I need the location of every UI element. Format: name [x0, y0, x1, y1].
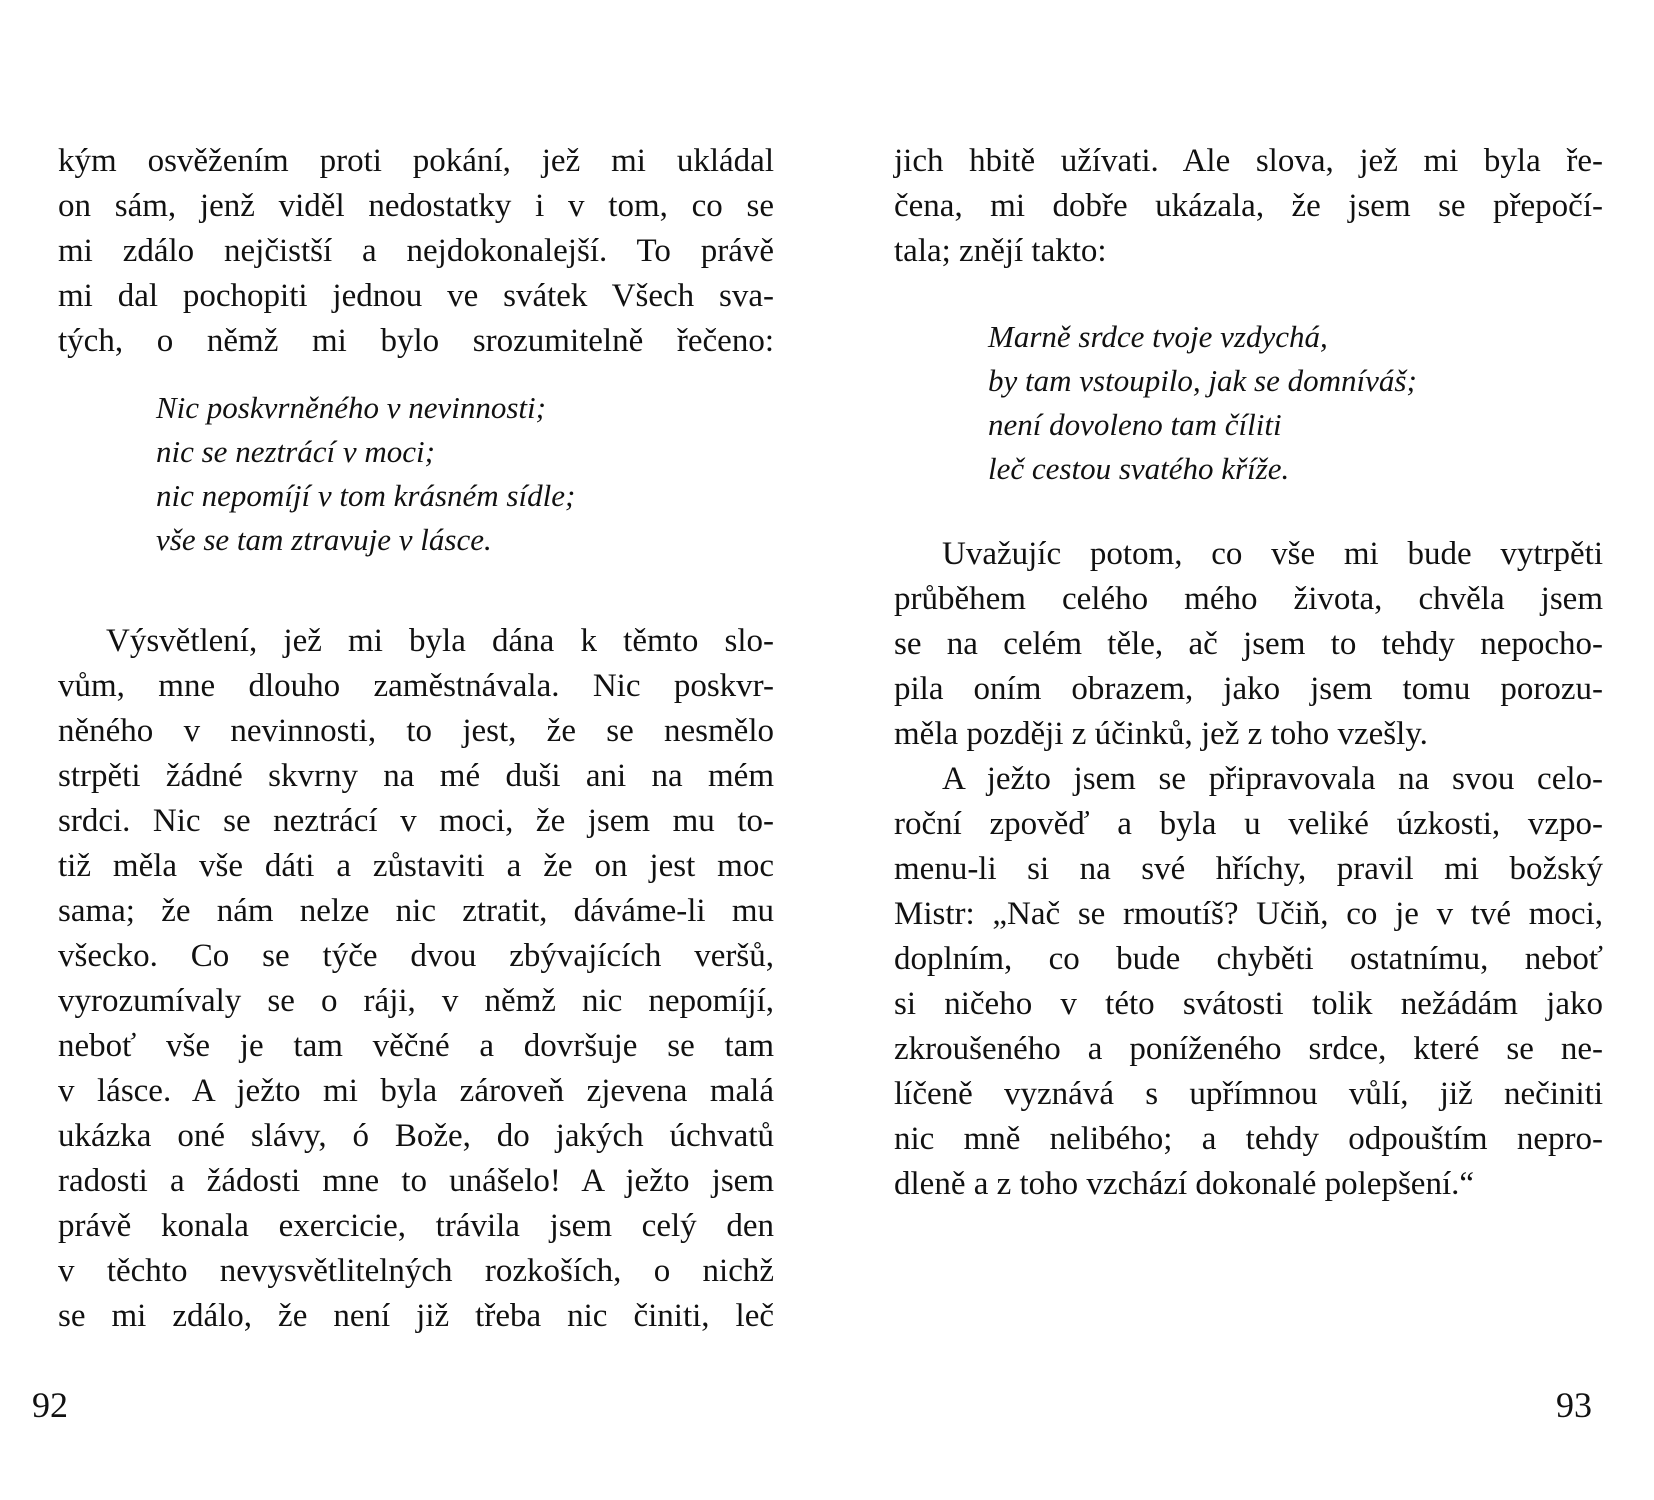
text-line: ukázka oné slávy, ó Bože, do jakých úchvatů	[58, 1118, 774, 1154]
right-verse	[988, 315, 1588, 491]
right-page	[827, 0, 1654, 1500]
text-line: čena, mi dobře ukázala, že jsem se přepočí-	[894, 188, 1603, 224]
text-line: neboť vše je tam věčné a dovršuje se tam	[58, 1028, 774, 1064]
text-line: v lásce. A ježto mi byla zároveň zjevena malá	[58, 1073, 774, 1109]
text-line: v těchto nevysvětlitelných rozkoších, o nichž	[58, 1253, 774, 1289]
verse-line: vše se tam ztravuje v lásce.	[156, 522, 492, 557]
text-line: nic mně nelibého; a tehdy odpouštím nepro-	[894, 1121, 1603, 1157]
text-line: tých, o němž mi bylo srozumitelně řečeno:	[58, 323, 774, 359]
verse-line: není dovoleno tam číliti	[988, 407, 1282, 442]
text-line: A ježto jsem se připravovala na svou celo-	[942, 761, 1603, 797]
right-paragraph-2	[894, 757, 1603, 1207]
page-number-left: 92	[32, 1385, 68, 1425]
text-line: tiž měla vše dáti a zůstaviti a že on jest moc	[58, 848, 774, 884]
text-line: si ničeho v této svátosti tolik nežádám jako	[894, 986, 1603, 1022]
text-line: se mi zdálo, že není již třeba nic činiti, leč	[58, 1298, 774, 1334]
text-line: vyrozumívaly se o ráji, v němž nic nepomíjí,	[58, 983, 774, 1019]
text-line: roční zpověď a byla u veliké úzkosti, vzpo-	[894, 806, 1603, 842]
verse-line: by tam vstoupilo, jak se domníváš;	[988, 363, 1417, 398]
text-line: dleně a z toho vzchází dokonalé polepšení.“	[894, 1166, 1475, 1202]
text-line: jich hbitě užívati. Ale slova, jež mi byla ře-	[894, 143, 1603, 179]
text-line: průběhem celého mého života, chvěla jsem	[894, 581, 1603, 617]
verse-line: nic nepomíjí v tom krásném sídle;	[156, 478, 576, 513]
text-line: se na celém těle, ač jsem to tehdy nepocho-	[894, 626, 1603, 662]
text-line: menu-li si na své hříchy, pravil mi božský	[894, 851, 1603, 887]
text-line: strpěti žádné skvrny na mé duši ani na mém	[58, 758, 774, 794]
text-line: zkroušeného a poníženého srdce, které se ne-	[894, 1031, 1603, 1067]
text-line: tala; znějí takto:	[894, 233, 1107, 269]
text-line: radosti a žádosti mne to unášelo! A ježto jsem	[58, 1163, 774, 1199]
text-line: něného v nevinnosti, to jest, že se nesmělo	[58, 713, 774, 749]
text-line: všecko. Co se týče dvou zbývajících veršů,	[58, 938, 774, 974]
verse-line: nic se neztrácí v moci;	[156, 434, 435, 469]
text-line: Uvažujíc potom, co vše mi bude vytrpěti	[942, 536, 1603, 572]
text-line: on sám, jenž viděl nedostatky i v tom, co se	[58, 188, 774, 224]
text-line: Výsvětlení, jež mi byla dána k těmto slo-	[106, 623, 774, 659]
text-line: vům, mne dlouho zaměstnávala. Nic poskvr-	[58, 668, 774, 704]
text-line: mi dal pochopiti jednou ve svátek Všech sva-	[58, 278, 774, 314]
text-line: měla později z účinků, jež z toho vzešly.	[894, 716, 1428, 752]
text-line: sama; že nám nelze nic ztratit, dáváme-li mu	[58, 893, 774, 929]
text-line: srdci. Nic se neztrácí v moci, že jsem mu to-	[58, 803, 774, 839]
verse-line: leč cestou svatého kříže.	[988, 451, 1290, 486]
text-line: mi zdálo nejčistší a nejdokonalejší. To právě	[58, 233, 774, 269]
text-line: kým osvěžením proti pokání, jež mi ukládal	[58, 143, 774, 179]
text-line: doplním, co bude chyběti ostatnímu, neboť	[894, 941, 1603, 977]
verse-line: Nic poskvrněného v nevinnosti;	[156, 390, 546, 425]
left-verse	[156, 386, 756, 562]
text-line: pila oním obrazem, jako jsem tomu porozu-	[894, 671, 1603, 707]
verse-line: Marně srdce tvoje vzdychá,	[988, 319, 1328, 354]
page-number-right: 93	[1556, 1385, 1592, 1425]
left-prose-continuation	[58, 139, 774, 364]
text-line: líčeně vyznává s upřímnou vůlí, již nečiniti	[894, 1076, 1603, 1112]
left-paragraph	[58, 619, 774, 1339]
right-prose-continuation	[894, 139, 1603, 274]
text-line: Mistr: „Nač se rmoutíš? Učiň, co je v tvé moci,	[894, 896, 1603, 932]
right-paragraph-1	[894, 532, 1603, 757]
text-line: právě konala exercicie, trávila jsem celý den	[58, 1208, 774, 1244]
